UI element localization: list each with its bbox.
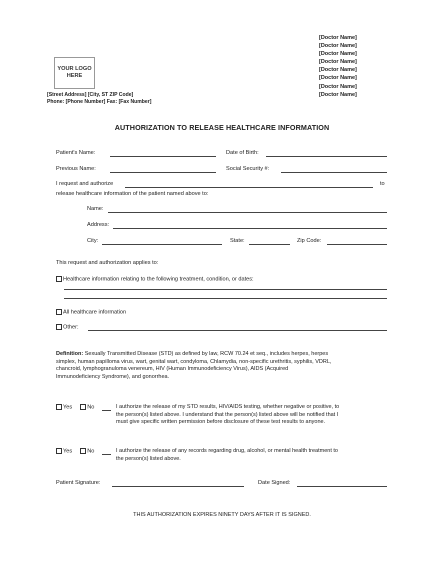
authorized-party-field[interactable] [125,187,373,188]
consent1-choices [56,404,94,410]
recipient-city-field[interactable] [102,244,222,245]
patient-name-field[interactable] [110,156,216,157]
ssn-label: Social Security #: [226,166,270,172]
patient-signature-field[interactable] [112,486,244,487]
consent2-yes-checkbox[interactable] [56,448,62,454]
treatment-label: Healthcare information relating to the following treatment, condition, or dates: [63,276,254,283]
doctor-name: [Doctor Name] [319,83,357,90]
definition-line: Sexually Transmitted Disease (STD) as defined by law, RCW 70.24 et seq., includes herpes, herpes [84,351,329,357]
consent2-yes-label: Yes [63,448,73,455]
option-other[interactable] [56,324,79,330]
release-info-label: release healthcare information of the patient named above to: [56,191,209,197]
treatment-checkbox[interactable] [56,276,62,282]
doctor-name: [Doctor Name] [319,67,357,74]
request-authorize-label: I request and authorize [56,181,114,187]
consent2-no-label: No [87,448,95,455]
option-treatment[interactable] [56,276,254,282]
recipient-state-label: State: [230,238,245,244]
consent1-text [116,404,396,427]
other-label: Other: [63,324,79,331]
definition-block [56,351,396,381]
consent1-yes-checkbox[interactable] [56,404,62,410]
treatment-field-1[interactable] [64,289,387,290]
consent1-line: the person(s) listed above. I understand that the person(s) listed above will be notified that I [116,411,339,418]
consent2-no-checkbox[interactable] [80,448,86,454]
doctor-name: [Doctor Name] [319,59,357,66]
expiration-notice: THIS AUTHORIZATION EXPIRES NINETY DAYS AFTER IT IS SIGNED. [133,512,311,518]
doctor-list [319,34,357,99]
patient-name-label: Patient's Name: [56,150,96,156]
form-title: AUTHORIZATION TO RELEASE HEALTHCARE INFORMATION [114,123,330,132]
recipient-name-field[interactable] [108,212,387,213]
option-all[interactable] [56,309,126,315]
consent2-line: the person(s) listed above. [116,455,181,462]
date-signed-label: Date Signed: [258,480,291,486]
consent1-yes-label: Yes [63,404,73,411]
dob-label: Date of Birth: [226,150,259,156]
recipient-address-field[interactable] [113,228,387,229]
consent1-line: I authorize the release of my STD results, HIV/AIDS testing, whether negative or positive, to [116,404,340,410]
dob-field[interactable] [266,156,387,157]
definition-line: chancroid, lymphogranuloma venereum, HIV (Human Immunodeficiency Virus), AIDS (Acquired [56,366,289,373]
consent2-line: I authorize the release of any records regarding drug, alcohol, or mental health treatment to [116,448,338,454]
consent1-initials-field[interactable] [102,410,111,411]
recipient-state-field[interactable] [249,244,290,245]
previous-name-label: Previous Name: [56,166,96,172]
logo-line1: YOUR LOGO [57,66,92,72]
other-checkbox[interactable] [56,324,62,330]
consent1-line: must give specific written permission before disclosure of these test results to anyone. [116,419,326,426]
definition-label: Definition: [56,351,84,357]
doctor-name: [Doctor Name] [319,91,357,98]
definition-line: Immunodeficiency Syndrome), and gonorrhea. [56,373,170,380]
doctor-name: [Doctor Name] [319,43,357,50]
patient-signature-label: Patient Signature: [56,480,101,486]
recipient-address-label: Address: [87,222,110,228]
to-label: to [380,181,385,187]
doctor-name: [Doctor Name] [319,75,357,82]
address-line1: [Street Address] [City, ST ZIP Code] [47,92,134,98]
recipient-zip-field[interactable] [327,244,387,245]
doctor-name: [Doctor Name] [319,35,357,41]
consent2-choices [56,448,94,454]
logo-line2: HERE [66,73,83,79]
logo-placeholder [54,57,95,89]
date-signed-field[interactable] [297,486,387,487]
all-info-checkbox[interactable] [56,309,62,315]
previous-name-field[interactable] [110,172,216,173]
recipient-name-label: Name: [87,206,104,212]
consent2-text [116,448,396,463]
consent1-no-label: No [87,404,95,411]
definition-line: simplex, human papilloma virus, wart, genital wart, condyloma, Chlamydia, non-specific urethritis, syphilis, VDRL, [56,358,332,365]
applies-to-label: This request and authorization applies to: [56,260,159,266]
consent1-no-checkbox[interactable] [80,404,86,410]
all-info-label: All healthcare information [63,309,127,316]
treatment-field-2[interactable] [64,298,387,299]
address-line2: Phone: [Phone Number] Fax: [Fax Number] [47,98,152,105]
doctor-name: [Doctor Name] [319,51,357,58]
consent2-initials-field[interactable] [102,454,111,455]
other-field[interactable] [88,330,387,331]
recipient-city-label: City: [87,238,99,244]
ssn-field[interactable] [281,172,387,173]
clinic-address [47,92,151,106]
recipient-zip-label: Zip Code: [297,238,322,244]
